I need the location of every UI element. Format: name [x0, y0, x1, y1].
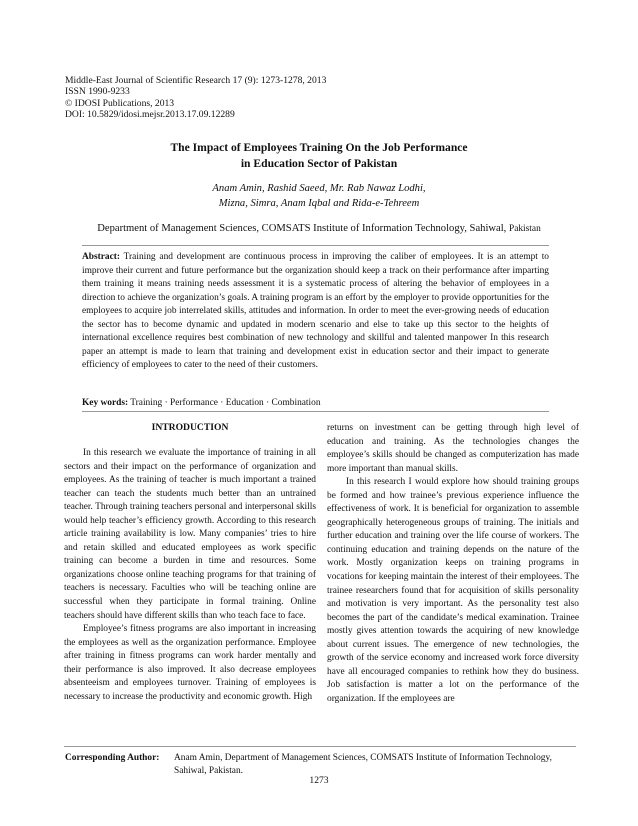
- intro-paragraph-3: returns on investment can be getting through high level of education and training. As the technologies changes the employee’s skills should be changed as computerization has made more important than manual skills.: [327, 423, 579, 474]
- paper-title-line-2: in Education Sector of Pakistan: [240, 156, 398, 170]
- journal-info: [65, 75, 326, 121]
- keywords-text: Training · Performance · Education · Combination: [128, 398, 321, 408]
- body-column-left: [64, 422, 316, 704]
- footer-rule: [64, 746, 576, 747]
- author-line-2: Mizna, Simra, Anam Iqbal and Rida-e-Tehreem: [218, 198, 420, 209]
- journal-doi: DOI: 10.5829/idosi.mejsr.2013.17.09.12289: [65, 109, 235, 121]
- body-column-right: [327, 422, 579, 706]
- abstract-text: Training and development are continuous process in improving the caliber of employees. It is an attempt to improve their current and future performance but the organization should keep a track on their performance after imparting them training it means training needs assessment it is a systematic process of altering the behavior of employees in a direction to achieve the organization’s goals. A training program is an effort by the employer to provide opportunities for the employees to acquire job interrelated skills, attitudes and information. In order to meet the ever-growing needs of education the sector has to become dynamic and updated in modern scenario and else to take up this sector to the heights of international excellence requires best combination of new technology and skillful and talented manpower In this research paper an attempt is made to learn that training and development exist in education sector and their impact to generate efficiency of employees to cater to the need of their customers.: [82, 252, 549, 371]
- abstract-label: Abstract:: [82, 252, 121, 262]
- paper-title: [60, 140, 578, 171]
- journal-issn: ISSN 1990-9233: [65, 86, 130, 98]
- corresponding-author-label: Corresponding Author:: [65, 753, 160, 763]
- abstract-top-rule: [82, 245, 549, 246]
- author-line-1: Anam Amin, Rashid Saeed, Mr. Rab Nawaz Lodhi,: [212, 183, 426, 194]
- author-list: [60, 181, 578, 211]
- intro-paragraph-1: In this research we evaluate the importance of training in all sectors and their impact on the performance of organization and employees. As the training of teacher is much important a trained teacher can teach the students much better than an untrained teacher. Through training teachers personal and interpersonal skills would help teacher’s efficiency growth. According to this research article training availability is low. Many companies’ tries to hire and retain skilled and educated employees as work specific training can become a burden in time and resources. Some organizations choose online teaching programs for that training of teachers is necessary. Faculties who will be teaching online are successful when they participate in formal training. Online teachers should have different skills than who teach face to face.: [64, 448, 316, 621]
- intro-paragraph-2: Employee’s fitness programs are also important in increasing the employees as well as the organization performance. Employee after training in fitness programs can work harder mentally and their performance is also improved. It also decrease employees absenteeism and employees turnover. Training of employees is necessary to increase the productivity and economic growth. High: [64, 624, 316, 702]
- corresponding-author-text: Anam Amin, Department of Management Sciences, COMSATS Institute of Information Technology, Sahiwal, Pakistan.: [174, 753, 552, 776]
- keywords-label: Key words:: [82, 398, 129, 408]
- intro-paragraph-4: In this research I would explore how should training groups be formed and how trainee’s previous experience influence the effectiveness of work. It is beneficial for organization to assemble geographically heterogeneous groups of training. The initials and further education and training over the life course of workers. The continuing education and training depends on the nature of the work. Mostly organization keeps on training programs in vocations for keeping maintain the interest of their employees. The trainee researchers found that for acquisition of skills personality and motivation is very important. As the personality test also becomes the part of the candidate’s medical examination. Trainee mostly gives attention towards the acquiring of new knowledge about current issues. The emergence of new technologies, the growth of the service economy and increased work force diversity have all encouraged companies to rethink how they do business. Job satisfaction is matter a lot on the performance of the organization. If the employees are: [327, 477, 579, 704]
- introduction-heading: INTRODUCTION: [151, 422, 229, 433]
- journal-citation: Middle-East Journal of Scientific Research 17 (9): 1273-1278, 2013: [65, 75, 327, 86]
- affiliation-department: Department of Management Sciences, COMSATS Institute of Information Technology, Sahiwal,: [97, 223, 509, 234]
- abstract: [82, 251, 549, 373]
- affiliation: [60, 222, 578, 236]
- page-number: 1273: [309, 775, 329, 786]
- paper-title-line-1: The Impact of Employees Training On the Job Performance: [170, 141, 468, 154]
- affiliation-country: Pakistan: [508, 224, 541, 234]
- keywords: [82, 397, 549, 410]
- keywords-bottom-rule: [82, 411, 549, 412]
- journal-publisher: © IDOSI Publications, 2013: [65, 97, 175, 109]
